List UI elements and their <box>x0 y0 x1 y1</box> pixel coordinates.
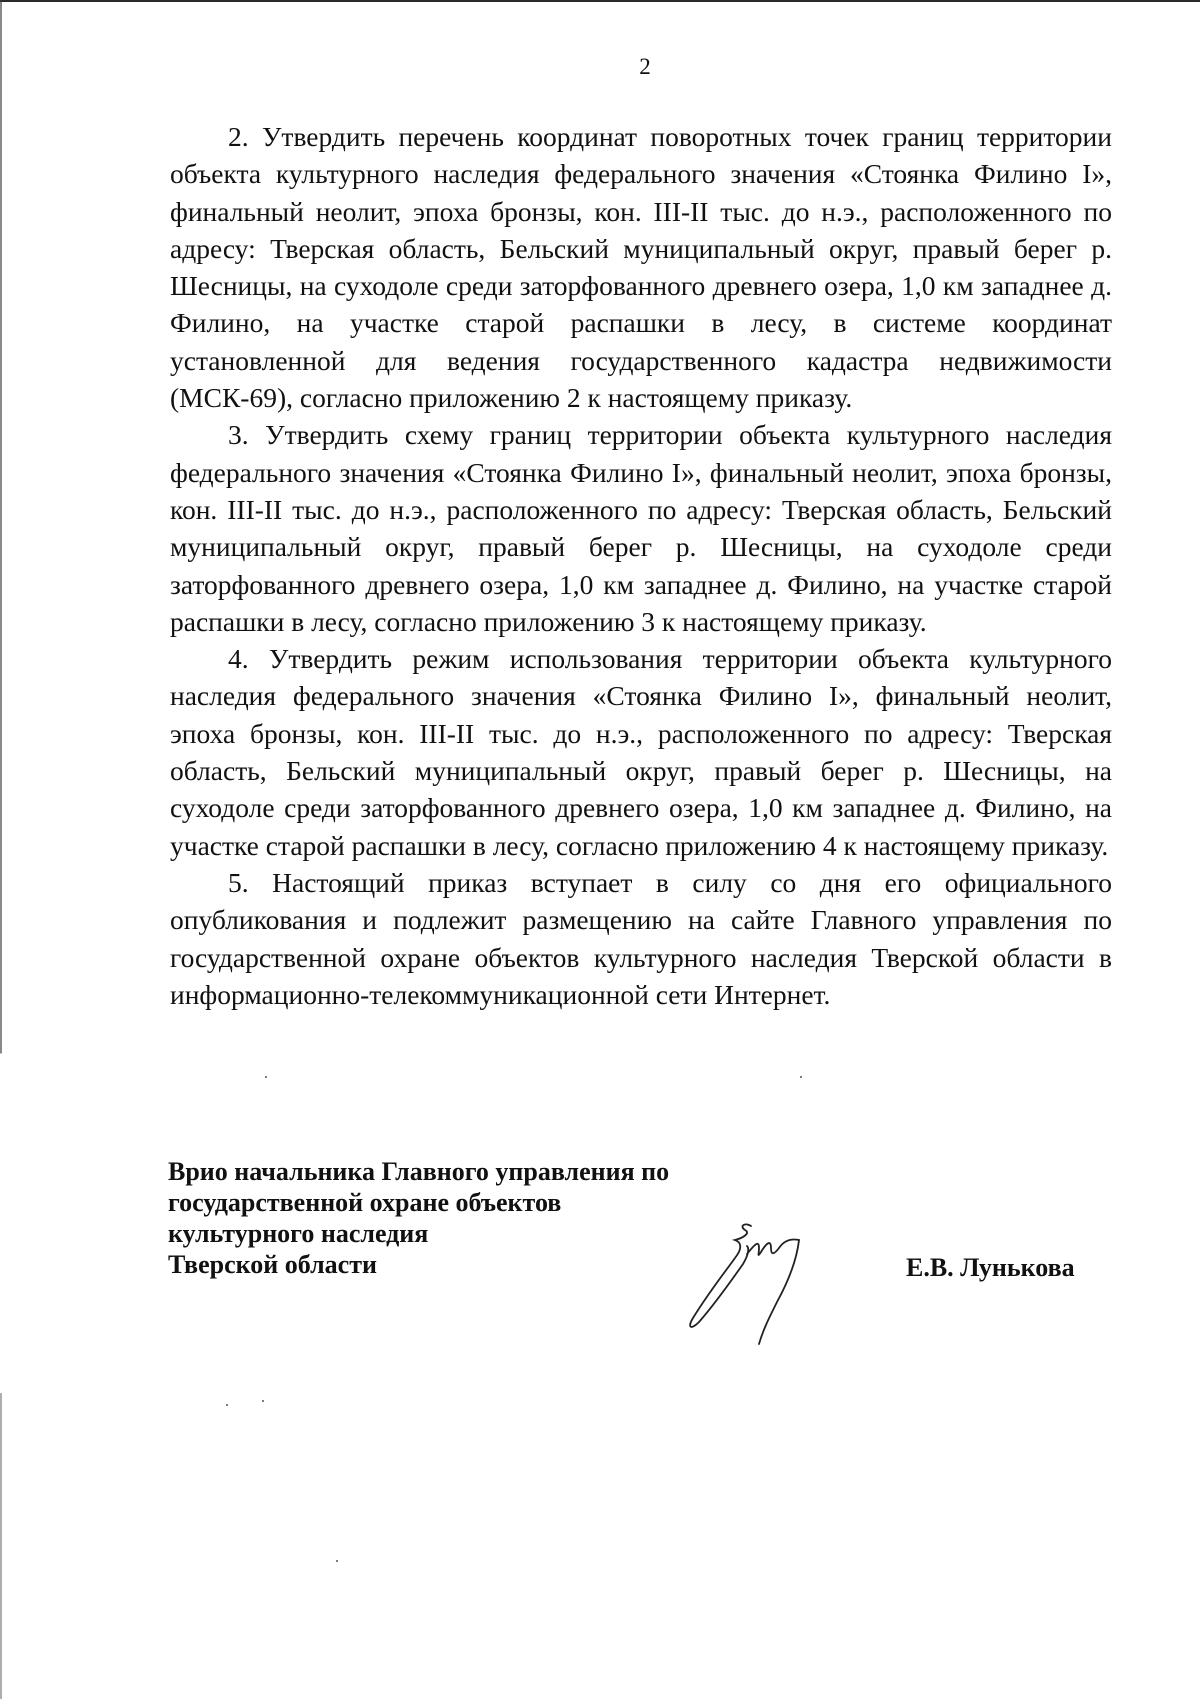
signer-name: Е.В. Лунькова <box>906 1253 1075 1282</box>
paragraph-4: 4. Утвердить режим использования территории объекта культурного наследия федерального значения «Стоянка Филино I», финальный неолит, эпоха бронзы, кон. III-II тыс. до н.э., расположенного по адресу: Тверская область, Бельский муниципальный округ, правый берег р. Шесницы, на суходоле среди заторфованного древнего озера, 1,0 км западнее д. Филино, на участке старой распашки в лесу, согласно приложению 4 к настоящему приказу. <box>170 643 1112 861</box>
signatory-title-line: Врио начальника Главного управления по <box>168 1157 670 1186</box>
scan-speck <box>265 1076 267 1078</box>
signatory-title-line: государственной охране объектов <box>168 1188 562 1217</box>
signatory-title-line: Тверской области <box>168 1250 377 1279</box>
paragraph-3: 3. Утвердить схему границ территории объекта культурного наследия федерального значения «Стоянка Филино I», финальный неолит, эпоха бронзы, кон. III-II тыс. до н.э., расположенного по адресу: Тверская область, Бельский муниципальный округ, правый берег р. Шесницы, на суходоле среди заторфованного древнего озера, 1,0 км западнее д. Филино, на участке старой распашки в лесу, согласно приложению 3 к настоящему приказу. <box>170 419 1112 637</box>
paragraph-5: 5. Настоящий приказ вступает в силу со дня его официального опубликования и подлежит размещению на сайте Главного управления по государственной охране объектов культурного наследия Тверской области в информационно-телекоммуникационной сети Интернет. <box>170 866 1112 1010</box>
scan-speck <box>336 1560 338 1562</box>
document-body <box>170 118 1112 1013</box>
scan-speck <box>262 1400 264 1402</box>
scan-speck <box>226 1404 228 1406</box>
signatory-title-block <box>168 1156 728 1280</box>
handwritten-signature-icon <box>685 1218 865 1348</box>
paragraph-2: 2. Утвердить перечень координат поворотных точек границ территории объекта культурного наследия федерального значения «Стоянка Филино I», финальный неолит, эпоха бронзы, кон. III-II тыс. до н.э., расположенного по адресу: Тверская область, Бельский муниципальный округ, правый берег р. Шесницы, на суходоле среди заторфованного древнего озера, 1,0 км западнее д. Филино, на участке старой распашки в лесу, в системе координат установленной для ведения государственного кадастра недвижимости (МСК-69), согласно приложению 2 к настоящему приказу. <box>170 121 1112 414</box>
signatory-title-line: культурного наследия <box>168 1219 429 1248</box>
page-number: 2 <box>639 54 651 79</box>
scan-speck <box>800 1076 802 1078</box>
scan-edge-left <box>0 0 2 1699</box>
scan-edge-top <box>0 0 1200 2</box>
